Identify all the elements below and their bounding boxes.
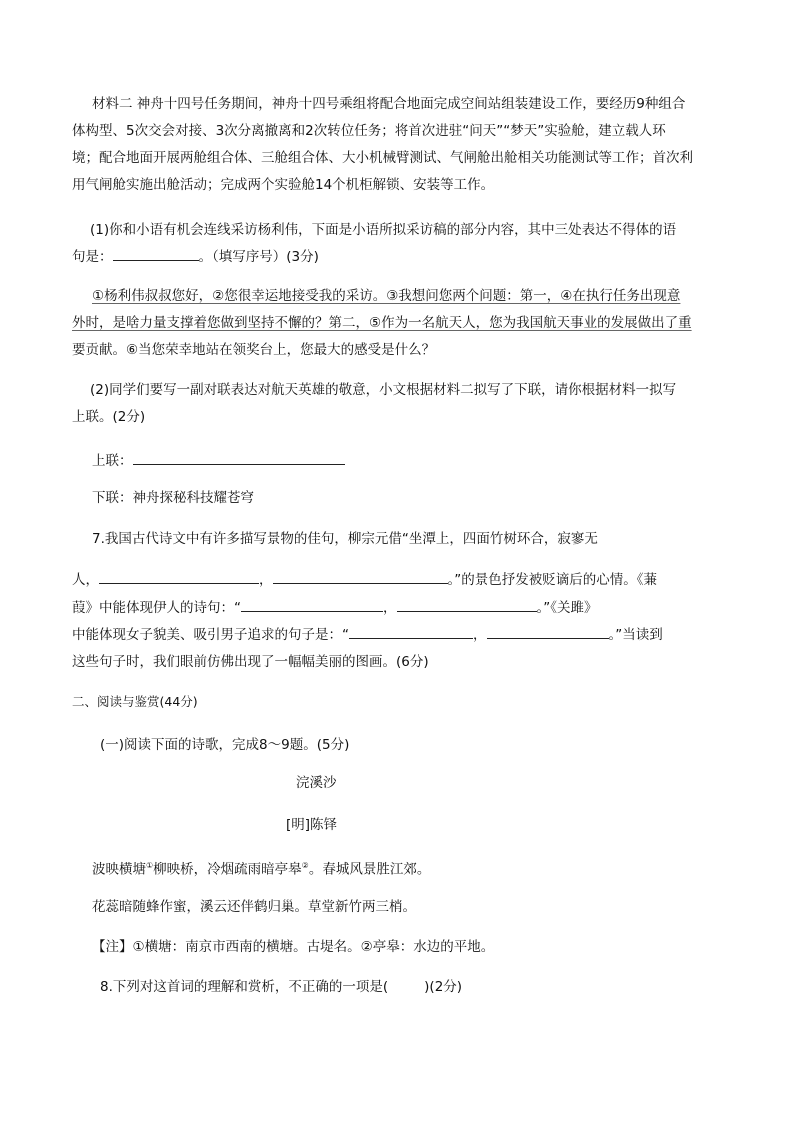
- poem-title: 浣溪沙: [296, 775, 337, 791]
- poem-author: [明]陈铎: [286, 817, 338, 833]
- answer-blank[interactable]: [113, 246, 199, 261]
- answer-blank[interactable]: [99, 569, 259, 584]
- q8-text: 8.下列对这首词的理解和赏析，不正确的一项是(: [100, 979, 389, 995]
- q7-line-1: 7.我国古代诗文中有许多描写景物的佳句，柳宗元借“坐潭上，四面竹树环合，寂寥无: [92, 531, 598, 547]
- upper-couplet: [92, 450, 345, 471]
- q7-text: 。”《关雎》: [536, 600, 598, 616]
- section-heading: 二、阅读与鉴赏(44分): [72, 694, 198, 709]
- q1-prompt-line-1: (1)你和小语有机会连线采访杨利伟，下面是小语所拟采访稿的部分内容，其中三处表达不得体的语: [90, 222, 677, 238]
- answer-blank[interactable]: [241, 597, 383, 612]
- q7-text: 。”的景色抒发被贬谪后的心情。《蒹: [447, 572, 657, 588]
- q7-text: 。”当读到: [608, 627, 663, 643]
- upper-couplet-label: 上联：: [92, 453, 133, 469]
- footnote-marker: ②: [301, 861, 309, 870]
- q7-text: ，: [383, 600, 397, 616]
- q2-prompt-line-1: (2)同学们要写一副对联表达对航天英雄的敬意，小文根据材料二拟写了下联，请你根据材料一拟写: [90, 382, 677, 398]
- interview-draft-line-3: 要贡献。⑥当您荣幸地站在领奖台上，您最大的感受是什么？: [72, 342, 436, 358]
- q1-prompt-suffix: 。（填写序号）(3分): [198, 249, 319, 265]
- q7-line-5: 这些句子时，我们眼前仿佛出现了一幅幅美丽的图画。(6分): [72, 654, 429, 670]
- q7-text: ，: [473, 627, 487, 643]
- q7-text: ，: [259, 572, 273, 588]
- answer-blank[interactable]: [273, 569, 448, 584]
- poem-line-1: [92, 856, 430, 880]
- q7-text: 葭》中能体现伊人的诗句：“: [72, 600, 241, 616]
- interview-draft-line-1: ①杨利伟叔叔您好，②您很幸运地接受我的采访。③我想问您两个问题：第一，④在执行任务出现意: [92, 288, 681, 304]
- q7-text: 人，: [72, 572, 99, 588]
- poem-intro: (一)阅读下面的诗歌，完成8～9题。(5分): [100, 737, 350, 753]
- q7-line-2: [72, 569, 657, 590]
- material2-line-2: 体构型、5次交会对接、3次分离撤离和2次转位任务；将首次进驻“问天”“梦天”实验舱，建立载人环: [72, 123, 666, 139]
- poem-note: 【注】①横塘：南京市西南的横塘。古堤名。②亭皋：水边的平地。: [92, 939, 495, 955]
- q7-text: 中能体现女子貌美、吸引男子追求的句子是：“: [72, 627, 349, 643]
- q8-question: [100, 977, 462, 997]
- material2-line-1: 材料二 神舟十四号任务期间，神舟十四号乘组将配合地面完成空间站组装建设工作，要经历9种组合: [92, 96, 686, 112]
- poem-text: 。春城风景胜江郊。: [308, 861, 431, 878]
- answer-blank[interactable]: [349, 624, 473, 639]
- q1-prompt-prefix: 句是：: [72, 249, 113, 265]
- material2-line-3: 境；配合地面开展两舱组合体、三舱组合体、大小机械臂测试、气闸舱出舱相关功能测试等工作；首次利: [72, 150, 693, 166]
- answer-blank[interactable]: [397, 597, 537, 612]
- q7-line-4: [72, 624, 663, 645]
- material2-line-4: 用气闸舱实施出舱活动；完成两个实验舱14个机柜解锁、安装等工作。: [72, 177, 495, 193]
- interview-draft-line-2: 外时，是啥力量支撑着您做到坚持不懈的？第二，⑤作为一名航天人，您为我国航天事业的发展做出了重: [72, 315, 692, 331]
- poem-text: 柳映桥，冷烟疏雨暗亭皋: [153, 861, 302, 878]
- upper-couplet-blank[interactable]: [133, 450, 345, 465]
- answer-blank[interactable]: [487, 624, 609, 639]
- footnote-marker: ①: [146, 861, 154, 870]
- lower-couplet: 下联：神舟探秘科技耀苍穹: [92, 490, 254, 506]
- q7-line-3: [72, 597, 598, 618]
- poem-text: 波映横塘: [92, 861, 146, 878]
- poem-line-2: 花蕊暗随蜂作蜜，溪云还伴鹤归巢。草堂新竹两三梢。: [92, 899, 416, 915]
- q2-prompt-line-2: 上联。(2分): [72, 409, 146, 425]
- q8-text: )(2分): [424, 979, 463, 995]
- q1-prompt-line-2: [72, 246, 319, 267]
